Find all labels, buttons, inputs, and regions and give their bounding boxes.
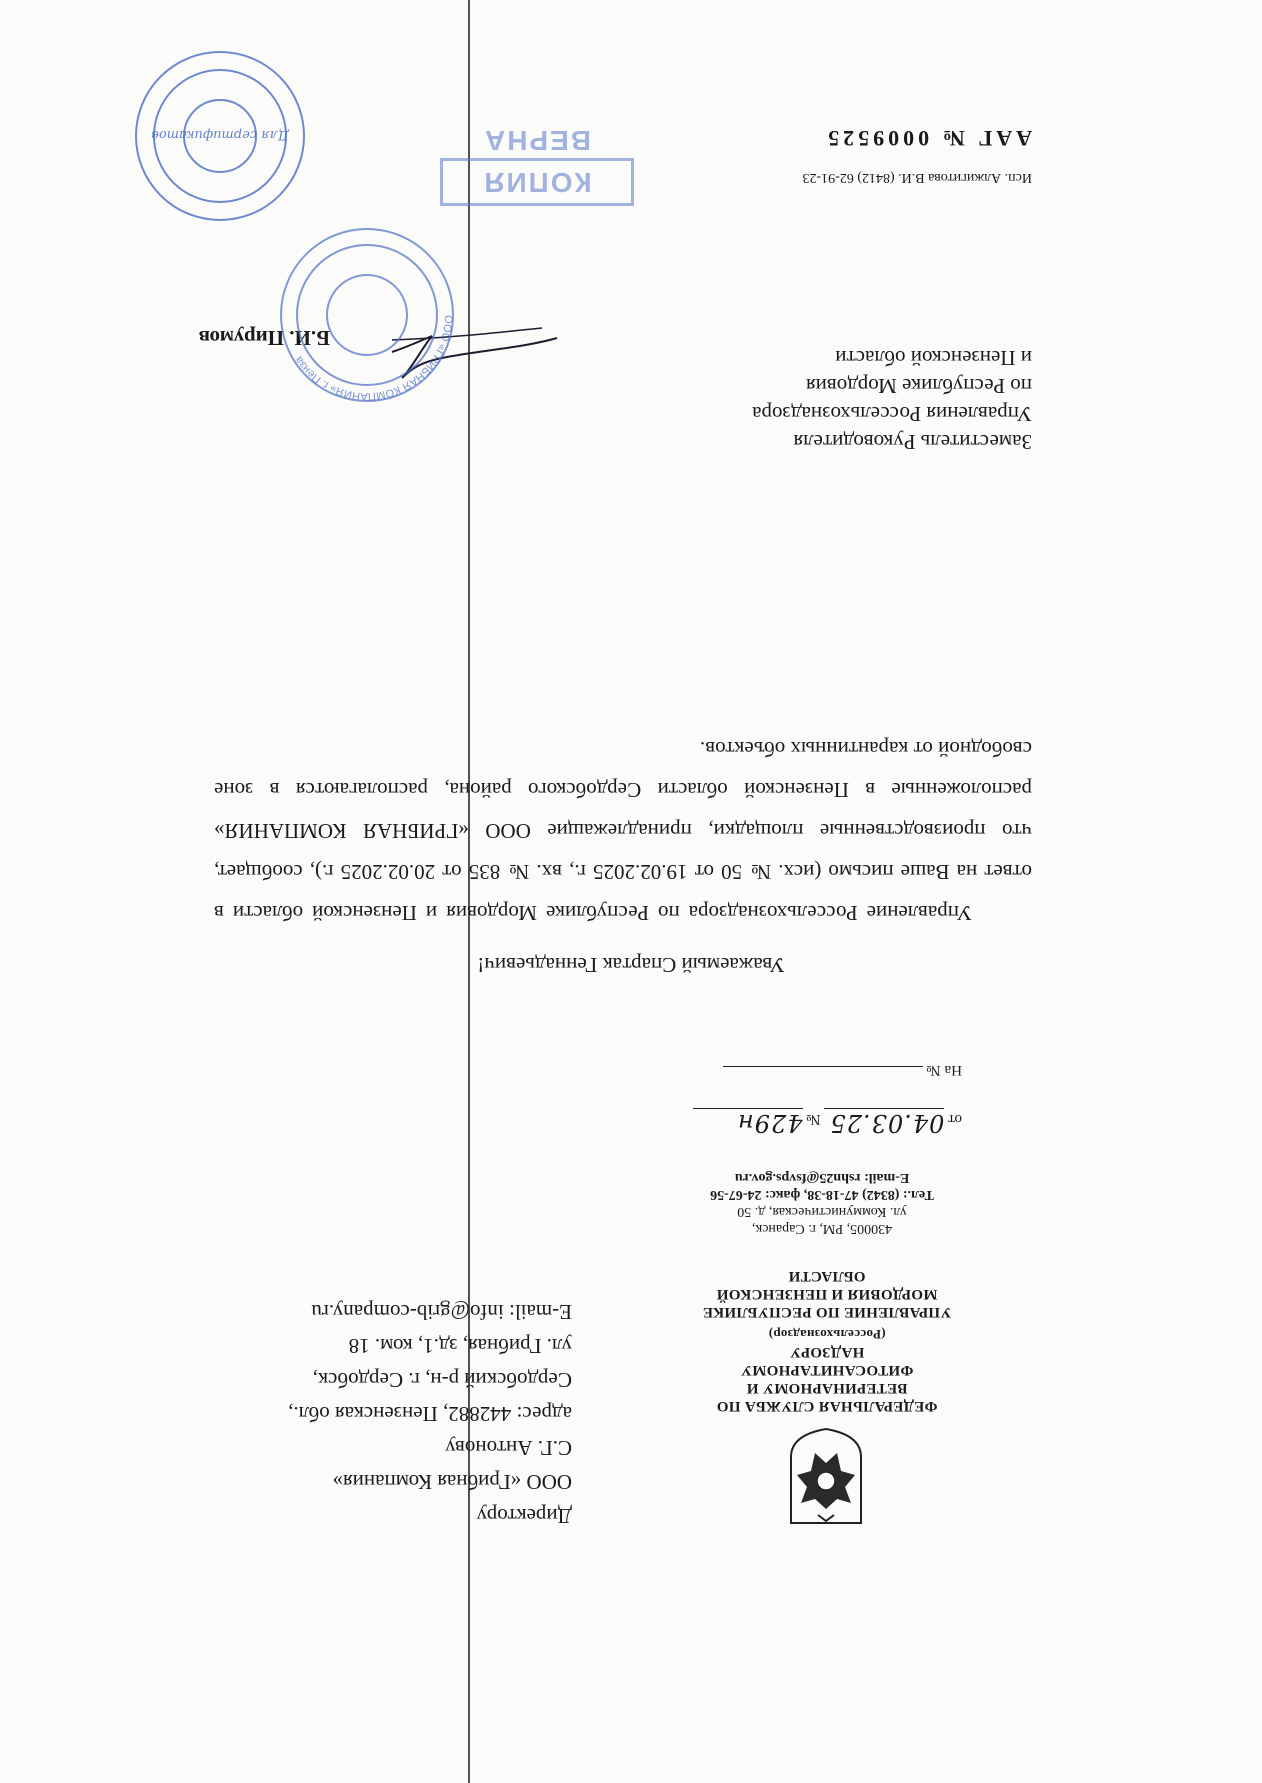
ref-date: 04.03.25 [824, 1108, 944, 1137]
signatory-title-line: по Республике Мордовия [805, 374, 1032, 398]
recipient-line: С.Г. Антонову [445, 1436, 572, 1460]
ref-prefix: от [948, 1111, 962, 1127]
letter-body [214, 728, 1032, 933]
address-line-1: 430005, РМ, г. Саранск, [751, 1221, 893, 1236]
address-line-2: ул. Коммунистическая, д. 50 [737, 1204, 907, 1219]
sender-address [692, 1169, 952, 1237]
signatory-title [702, 344, 1032, 456]
recipient-line: ул. Грибная, зд.1, ком. 18 [348, 1334, 572, 1358]
ref-on-label: На № [926, 1062, 962, 1078]
coat-of-arms-icon [785, 1427, 867, 1527]
greeting: Уважаемый Спартак Геннадьевич! [477, 953, 785, 977]
ref-no-label: № [806, 1111, 821, 1127]
company-seal [277, 225, 457, 405]
agency-header [702, 1267, 952, 1415]
agency-short-name: (Россельхознадзор) [768, 1327, 886, 1342]
signatory-name: Б.И. Пирумов [198, 326, 330, 350]
recipient-line: адрес: 442882, Пензенская обл., [288, 1402, 572, 1426]
signatory-title-line: Заместитель Руководителя [793, 430, 1032, 454]
agency-name: ФЕДЕРАЛЬНАЯ СЛУЖБА ПО ВЕТЕРИНАРНОМУ И ФИТОСАНИТАРНОМУ НАДЗОРУ [716, 1344, 938, 1414]
seal-text: ООО «ГРИБНАЯ КОМПАНИЯ» г. Пенза [292, 314, 455, 403]
svg-text:ООО «ГРИБНАЯ КОМПАНИЯ» г. Пенз [292, 315, 454, 402]
certificate-seal [132, 48, 307, 223]
outgoing-reference [662, 1108, 962, 1137]
seal-center-text: Для сертификатов [151, 127, 289, 142]
phones: Тел.: (8342) 47-18-38, факс: 24-67-56 [710, 1187, 934, 1202]
recipient-block [232, 1295, 572, 1533]
executor-info: Исп. Алжигитова В.И. (8412) 62-91-23 [802, 170, 1032, 185]
sender-email: E-mail: rshn25@fsvps.gov.ru [734, 1170, 910, 1185]
recipient-line: Директору [476, 1504, 572, 1528]
ref-on-blank [723, 1066, 923, 1081]
signatory-title-line: Управления Россельхознадзора [752, 402, 1032, 426]
body-paragraph: Управление Россельхознадзора по Республике Мордовия и Пензенской области в ответ на Ваше письмо (исх. № 50 от 19.02.2025 г., вх. № 835 от 20.02.2025 г.), сообщает, что производственные площадки, принадлежащие ООО «ГРИБНАЯ КОМПАНИЯ» расположенные в Пензенской области Сердобского района, располагаются в зоне свободной от карантинных объектов. [214, 737, 1032, 925]
recipient-line: ООО «Грибная Компания» [332, 1470, 572, 1494]
recipient-line: Сердобский р-н, г. Сердобск, [312, 1368, 572, 1392]
department-name: УПРАВЛЕНИЕ ПО РЕСПУБЛИКЕ МОРДОВИЯ И ПЕНЗЕНСКОЙ ОБЛАСТИ [702, 1268, 952, 1320]
signatory-title-line: и Пензенской области [835, 346, 1032, 370]
form-serial-number: ААГ № 0009525 [824, 126, 1032, 151]
copy-verified-stamp: КОПИЯ ВЕРНА [440, 158, 634, 206]
recipient-line: E-mail: info@grib-company.ru [311, 1300, 572, 1324]
ref-number: 429н [693, 1108, 803, 1137]
incoming-reference [723, 1061, 962, 1081]
